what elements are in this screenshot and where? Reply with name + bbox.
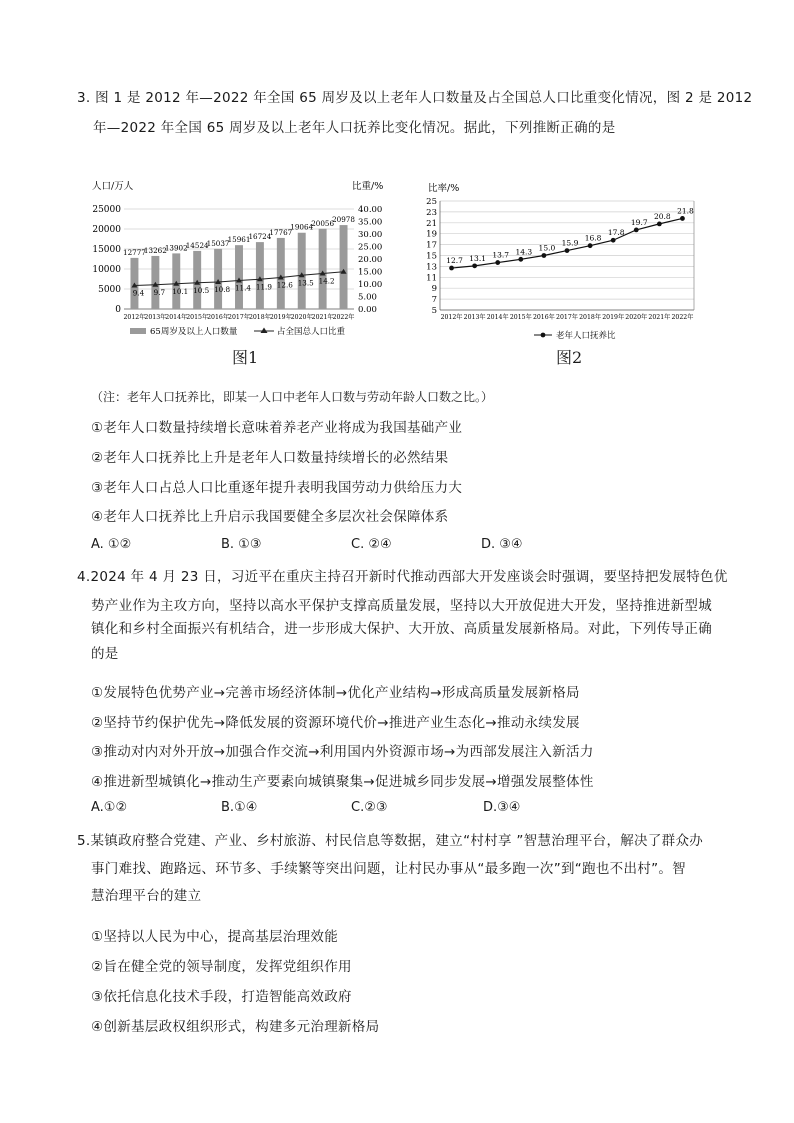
- fig2-value-label: 19.7: [630, 217, 648, 227]
- q3-option-2: ②老年人口抚养比上升是老年人口数量持续增长的必然结果: [91, 450, 449, 466]
- q3-option-4: ④老年人口抚养比上升启示我国要健全多层次社会保障体系: [91, 509, 449, 525]
- fig2-legend-marker: [541, 333, 546, 338]
- q4-stem-line1: 4.2024 年 4 月 23 日，习近平在重庆主持召开新时代推动西部大开发座谈会时强调，要坚持把发展特色优: [77, 569, 728, 585]
- fig1-ratio-value-label: 9.7: [153, 287, 166, 297]
- fig2-value-label: 15.0: [538, 243, 556, 253]
- q4-stem-line4: 的是: [91, 646, 119, 662]
- fig1-bar-value-label: 15037: [206, 238, 230, 248]
- fig1-bar-value-label: 20056: [311, 218, 335, 228]
- fig2-x-tick-label: 2019年: [602, 314, 625, 321]
- fig1-y-tick-label: 10000: [92, 265, 121, 275]
- fig1-y-tick-label: 5000: [98, 285, 121, 295]
- fig1-bar-value-label: 17767: [269, 227, 293, 237]
- q5-option-2: ②旨在健全党的领导制度，发挥党组织作用: [91, 959, 352, 975]
- fig1-x-tick-label: 2019年: [269, 314, 292, 321]
- fig1-ratio-value-label: 11.9: [255, 282, 272, 292]
- fig1-y-tick-label: 25000: [92, 205, 121, 215]
- q4-stem-line2: 势产业作为主攻方向，坚持以高水平保护支撑高质量发展，坚持以大开放促进大开发，坚持推进新型城: [91, 598, 712, 614]
- fig1-bar: [340, 225, 348, 309]
- fig1-y2-tick-label: 10.00: [358, 280, 383, 290]
- fig2-x-tick-label: 2021年: [648, 314, 671, 321]
- fig1-legend-line-label: 占全国总人口比重: [277, 327, 346, 337]
- fig2-value-label: 13.1: [469, 253, 486, 263]
- fig1-bar: [235, 245, 243, 309]
- fig2-y-tick-label: 17: [426, 240, 437, 251]
- fig2-value-label: 14.3: [515, 247, 533, 257]
- fig1-bar-value-label: 14524: [185, 240, 209, 250]
- fig2-y-tick-label: 23: [426, 207, 437, 218]
- fig1-bar-value-label: 20978: [332, 215, 355, 225]
- fig1-y-tick-label: 0: [115, 305, 121, 315]
- fig2-y-ticks: [426, 197, 437, 316]
- fig1-x-tick-label: 2013年: [144, 314, 167, 321]
- fig1-bar: [319, 229, 327, 309]
- fig2-value-label: 16.8: [584, 233, 602, 243]
- fig1-ratio-value-label: 10.5: [193, 285, 210, 295]
- fig1-y2-tick-label: 15.00: [358, 267, 383, 278]
- fig1-bar-value-label: 15961: [227, 235, 251, 245]
- fig2-x-tick-label: 2022年: [671, 314, 694, 321]
- fig2-y-tick-label: 15: [426, 251, 437, 262]
- fig1-y-tick-label: 20000: [92, 225, 121, 235]
- fig1-y2-tick-label: 25.00: [358, 242, 383, 253]
- fig2-dependency-line: [446, 206, 694, 270]
- fig2-y-tick-label: 21: [426, 218, 437, 229]
- q3-choice-d[interactable]: D. ③④: [481, 537, 523, 552]
- fig2-y-tick-label: 13: [426, 262, 437, 273]
- fig1-bar: [256, 242, 264, 309]
- fig1-x-tick-label: 2020年: [290, 314, 313, 321]
- q4-option-2: ②坚持节约保护优先→降低发展的资源环境代价→推进产业生态化→推动永续发展: [91, 715, 580, 731]
- fig1-legend: [130, 326, 346, 337]
- fig1-x-tick-label: 2016年: [207, 314, 230, 321]
- fig2-x-tick-label: 2012年: [440, 314, 463, 321]
- fig2-point: [611, 238, 616, 243]
- fig2-point: [495, 260, 500, 265]
- q4-choices: [91, 800, 520, 815]
- q3-note: （注：老年人口抚养比，即某一人口中老年人口数与劳动年龄人口数之比。）: [91, 390, 494, 404]
- fig1-legend-bar-swatch: [130, 328, 146, 334]
- fig1-x-tick-label: 2015年: [186, 314, 209, 321]
- q4-choice-b[interactable]: B.①④: [221, 800, 258, 815]
- fig1-ratio-value-label: 9.4: [132, 288, 145, 298]
- fig1-y2-axis-label: 比重/%: [352, 181, 384, 192]
- fig2-x-tick-label: 2020年: [625, 314, 648, 321]
- fig1-x-tick-label: 2018年: [248, 314, 271, 321]
- fig1-x-ticks: [123, 313, 354, 321]
- q3-stem-line1: 3. 图 1 是 2012 年—2022 年全国 65 周岁及以上老年人口数量及占全国总人口比重变化情况，图 2 是 2012: [77, 90, 753, 106]
- q4-option-4: ④推进新型城镇化→推动生产要素向城镇聚集→促进城乡同步发展→增强发展整体性: [91, 774, 594, 790]
- fig1-ratio-value-label: 13.5: [297, 278, 314, 288]
- fig1-y2-tick-label: 30.00: [358, 230, 383, 240]
- fig2-point: [657, 221, 662, 226]
- q3-choice-c[interactable]: C. ②④: [351, 537, 392, 552]
- fig1-legend-bar-label: 65周岁及以上人口数量: [150, 327, 238, 337]
- q5-option-4: ④创新基层政权组织形式，构建多元治理新格局: [91, 1019, 380, 1035]
- fig1-x-tick-label: 2014年: [165, 314, 188, 321]
- fig2-x-tick-label: 2015年: [509, 314, 532, 321]
- figure-1-chart: [88, 178, 418, 338]
- q3-choice-b[interactable]: B. ①③: [221, 537, 262, 552]
- q4-choice-c[interactable]: C.②③: [351, 800, 388, 815]
- fig2-y-tick-label: 19: [426, 229, 437, 240]
- fig1-bar: [214, 249, 222, 309]
- fig2-y-tick-label: 7: [431, 295, 437, 306]
- q4-option-1: ①发展特色优势产业→完善市场经济体制→优化产业结构→形成高质量发展新格局: [91, 685, 580, 701]
- fig2-x-tick-label: 2017年: [556, 314, 578, 321]
- fig1-bar: [298, 233, 306, 309]
- fig2-point: [472, 263, 477, 268]
- q4-choice-a[interactable]: A.①②: [91, 800, 128, 815]
- q3-stem-line2: 年—2022 年全国 65 周岁及以上老年人口抚养比变化情况。据此，下列推断正确的是: [93, 120, 616, 136]
- fig1-ratio-value-label: 10.1: [172, 286, 189, 296]
- fig1-x-tick-label: 2017年: [228, 314, 250, 321]
- fig2-value-label: 12.7: [446, 256, 463, 266]
- fig1-ratio-value-label: 14.2: [318, 276, 335, 286]
- fig1-caption: 图1: [232, 348, 259, 367]
- q4-stem-line3: 镇化和乡村全面振兴有机结合，进一步形成大保护、大开放、高质量发展新格局。对此，下列传导正确: [91, 621, 712, 637]
- fig1-bar-value-label: 13902: [164, 243, 188, 253]
- fig2-point: [680, 216, 685, 221]
- fig2-x-tick-label: 2013年: [463, 314, 486, 321]
- fig2-point: [634, 227, 639, 232]
- fig1-x-tick-label: 2012年: [123, 314, 146, 321]
- fig2-point: [542, 253, 547, 258]
- q3-option-3: ③老年人口占总人口比重逐年提升表明我国劳动力供给压力大: [91, 480, 463, 496]
- fig2-value-label: 17.8: [607, 228, 625, 238]
- fig2-legend: [534, 330, 616, 341]
- fig1-bar-value-label: 19064: [290, 222, 314, 232]
- q3-choices: [91, 537, 523, 552]
- fig2-x-tick-label: 2014年: [486, 314, 509, 321]
- fig1-y-ticks: [92, 205, 121, 315]
- q5-option-1: ①坚持以人民为中心，提高基层治理效能: [91, 929, 339, 945]
- fig2-y-tick-label: 9: [431, 284, 437, 295]
- q3-choice-a[interactable]: A. ①②: [91, 537, 132, 552]
- fig2-value-label: 13.7: [492, 250, 510, 260]
- fig1-bar-value-label: 12777: [123, 247, 146, 257]
- fig1-bar-value-label: 16724: [248, 232, 272, 242]
- q3-option-1: ①老年人口数量持续增长意味着养老产业将成为我国基础产业: [91, 420, 463, 436]
- q5-option-3: ③依托信息化技术手段，打造智能高效政府: [91, 989, 352, 1005]
- fig1-bar-value-label: 13262: [143, 245, 167, 255]
- fig2-value-label: 15.9: [561, 238, 579, 248]
- fig2-y-axis-label: 比率/%: [428, 183, 460, 194]
- fig2-value-label: 20.8: [654, 211, 671, 221]
- fig1-y2-tick-label: 0.00: [358, 305, 377, 315]
- fig2-caption: 图2: [556, 348, 583, 367]
- fig2-value-label: 21.8: [677, 206, 694, 216]
- fig2-legend-label: 老年人口抚养比: [556, 331, 616, 341]
- fig2-point: [449, 266, 454, 271]
- figure-2-chart: [424, 182, 704, 342]
- fig1-y2-tick-label: 20.00: [358, 255, 383, 265]
- fig1-bar: [277, 238, 285, 309]
- fig2-point: [565, 248, 570, 253]
- fig1-y2-ticks: [358, 205, 382, 315]
- fig1-ratio-value-label: 10.8: [214, 285, 231, 294]
- q4-choice-d[interactable]: D.③④: [483, 800, 521, 815]
- fig1-y2-tick-label: 5.00: [358, 292, 377, 303]
- fig1-ratio-value-label: 12.6: [276, 280, 293, 290]
- fig1-y2-tick-label: 40.00: [358, 205, 383, 215]
- fig2-y-tick-label: 25: [426, 197, 437, 207]
- fig1-x-tick-label: 2022年: [332, 314, 355, 321]
- fig2-point: [518, 257, 523, 262]
- q5-stem-line1: 5.某镇政府整合党建、产业、乡村旅游、村民信息等数据，建立“村村享 ”智慧治理平台，解决了群众办: [77, 833, 704, 849]
- fig2-x-tick-label: 2016年: [532, 314, 555, 321]
- fig1-x-tick-label: 2021年: [311, 314, 334, 321]
- fig1-y-axis-label: 人口/万人: [92, 181, 134, 192]
- q4-option-3: ③推动对内对外开放→加强合作交流→利用国内外资源市场→为西部发展注入新活力: [91, 744, 594, 760]
- fig2-y-tick-label: 11: [426, 273, 437, 284]
- fig2-y-tick-label: 5: [431, 306, 437, 316]
- q5-stem-line2: 事门难找、跑路远、环节多、手续繁等突出问题，让村民办事从“最多跑一次”到“跑也不出村”。智: [91, 861, 686, 877]
- q5-stem-line3: 慧治理平台的建立: [91, 888, 202, 904]
- fig2-point: [588, 243, 593, 248]
- fig2-x-tick-label: 2018年: [579, 314, 602, 321]
- fig1-y2-tick-label: 35.00: [358, 217, 383, 228]
- fig1-legend-line-marker: [261, 328, 268, 334]
- fig1-y-tick-label: 15000: [92, 245, 121, 255]
- fig2-x-ticks: [441, 313, 694, 321]
- fig1-ratio-value-label: 11.4: [234, 283, 252, 293]
